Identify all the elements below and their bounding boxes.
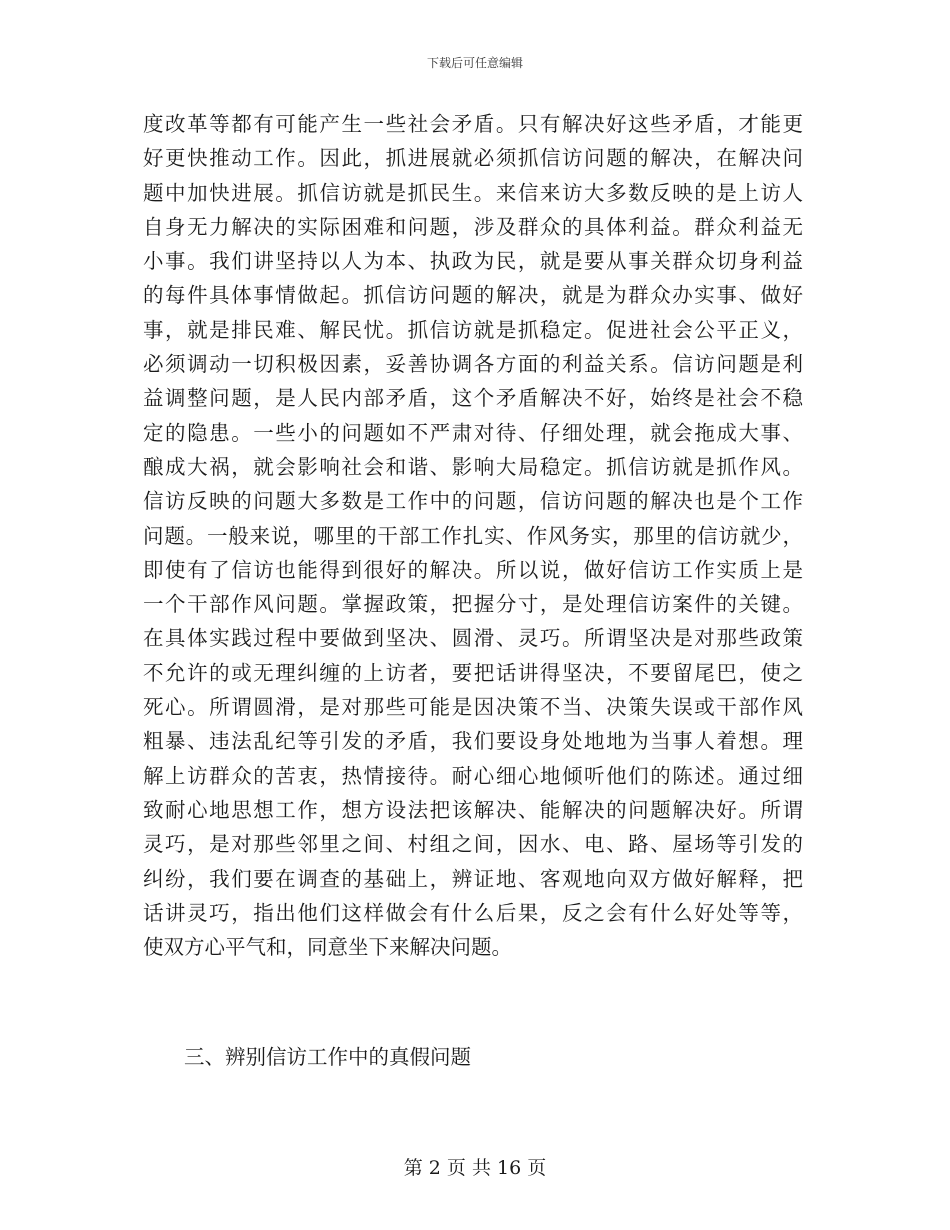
section-heading: 三、辨别信访工作中的真假问题: [184, 1045, 471, 1069]
text-line: 的每件具体事情做起。抓信访问题的解决，就是为群众办实事、做好: [143, 283, 803, 308]
text-line: 题中加快进展。抓信访就是抓民生。来信来访大多数反映的是上访人: [143, 180, 803, 205]
text-line: 信访反映的问题大多数是工作中的问题，信访问题的解决也是个工作: [143, 489, 803, 514]
text-line: 好更快推动工作。因此，抓进展就必须抓信访问题的解决，在解决问: [143, 146, 803, 171]
text-line: 在具体实践过程中要做到坚决、圆滑、灵巧。所谓坚决是对那些政策: [143, 626, 803, 651]
text-line: 解上访群众的苦衷，热情接待。耐心细心地倾听他们的陈述。通过细: [143, 763, 803, 788]
body-text: [143, 107, 803, 964]
text-line: 粗暴、违法乱纪等引发的矛盾，我们要设身处地地为当事人着想。理: [143, 729, 803, 754]
text-line: 纠纷，我们要在调查的基础上，辨证地、客观地向双方做好解释，把: [143, 866, 803, 891]
text-line: 事，就是排民难、解民忧。抓信访就是抓稳定。促进社会公平正义，: [143, 317, 803, 342]
text-line: 自身无力解决的实际困难和问题，涉及群众的具体利益。群众利益无: [143, 214, 803, 239]
text-line: 话讲灵巧，指出他们这样做会有什么后果，反之会有什么好处等等，: [143, 900, 803, 925]
text-line: 必须调动一切积极因素，妥善协调各方面的利益关系。信访问题是利: [143, 352, 803, 377]
text-line: 小事。我们讲坚持以人为本、执政为民，就是要从事关群众切身利益: [143, 249, 803, 274]
text-line: 使双方心平气和，同意坐下来解决问题。: [143, 935, 512, 960]
text-line: 酿成大祸，就会影响社会和谐、影响大局稳定。抓信访就是抓作风。: [143, 454, 803, 479]
text-line: 致耐心地思想工作，想方设法把该解决、能解决的问题解决好。所谓: [143, 797, 803, 822]
text-line: 定的隐患。一些小的问题如不严肃对待、仔细处理，就会拖成大事、: [143, 420, 803, 445]
text-line: 问题。一般来说，哪里的干部工作扎实、作风务实，那里的信访就少，: [143, 523, 803, 548]
text-line: 益调整问题，是人民内部矛盾，这个矛盾解决不好，始终是社会不稳: [143, 386, 803, 411]
text-line: 灵巧，是对那些邻里之间、村组之间，因水、电、路、屋场等引发的: [143, 832, 803, 857]
text-line: 不允许的或无理纠缠的上访者，要把话讲得坚决，不要留尾巴，使之: [143, 660, 803, 685]
text-line: 一个干部作风问题。掌握政策，把握分寸，是处理信访案件的关键。: [143, 592, 803, 617]
text-line: 即使有了信访也能得到很好的解决。所以说，做好信访工作实质上是: [143, 557, 803, 582]
page-footer: 第 2 页 共 16 页: [403, 1157, 547, 1179]
text-line: 死心。所谓圆滑，是对那些可能是因决策不当、决策失误或干部作风: [143, 695, 803, 720]
page-header: 下载后可任意编辑: [426, 56, 523, 70]
text-line: 度改革等都有可能产生一些社会矛盾。只有解决好这些矛盾，才能更: [143, 112, 803, 136]
